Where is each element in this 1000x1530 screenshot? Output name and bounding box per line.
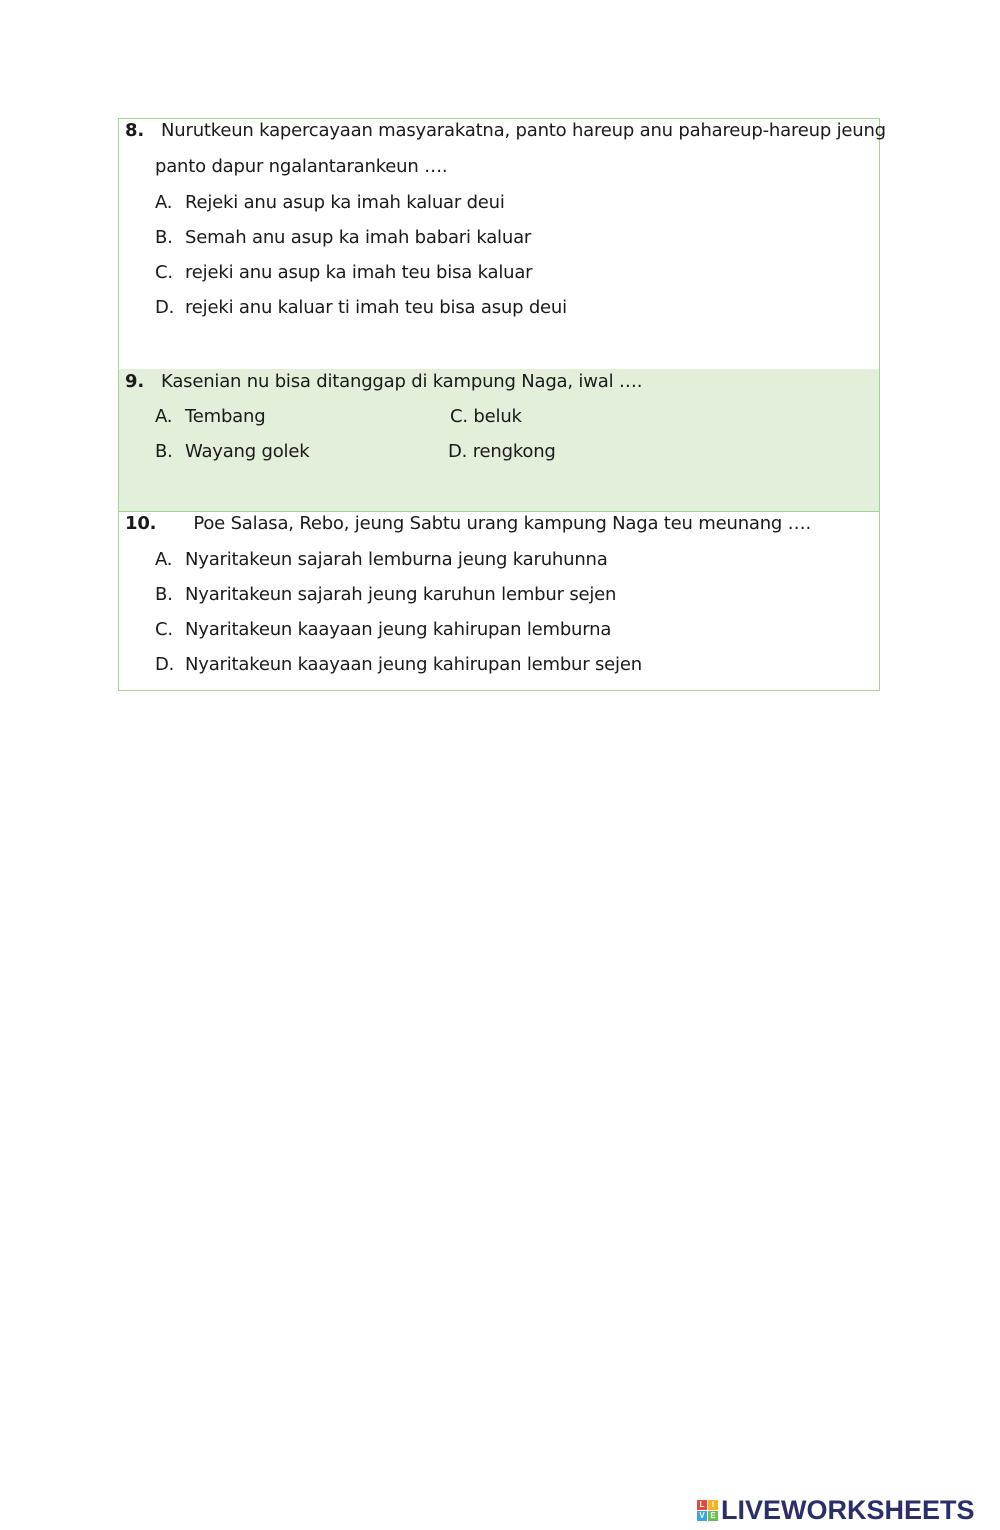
logo-mark-icon <box>697 1500 718 1521</box>
option-letter: C. <box>155 619 173 640</box>
logo-mark-tile: E <box>708 1511 718 1521</box>
option-text: Rejeki anu asup ka imah kaluar deui <box>185 192 505 213</box>
option-b[interactable] <box>155 440 309 464</box>
option-text: Nyaritakeun kaayaan jeung kahirupan lembur sejen <box>185 654 642 675</box>
question-text: Poe Salasa, Rebo, jeung Sabtu urang kampung Naga teu meunang …. <box>193 513 812 534</box>
option-letter: B. <box>155 441 173 462</box>
question-text: Kasenian nu bisa ditanggap di kampung Naga, iwal …. <box>161 371 643 392</box>
option-a[interactable] <box>155 548 608 572</box>
option-text: Nyaritakeun sajarah lemburna jeung karuhunna <box>185 549 608 570</box>
option-text: Semah anu asup ka imah babari kaluar <box>185 227 532 248</box>
option-text: Tembang <box>185 406 266 427</box>
option-text: rejeki anu kaluar ti imah teu bisa asup deui <box>185 297 567 318</box>
question-8-stem-line-2 <box>155 155 447 179</box>
logo-mark-tile: V <box>697 1511 707 1521</box>
option-letter: A. <box>155 192 173 213</box>
logo-mark-tile: L <box>697 1500 707 1510</box>
logo-text: LIVEWORKSHEETS <box>721 1494 975 1525</box>
option-letter: D. <box>155 654 175 675</box>
option-text: beluk <box>473 406 522 427</box>
option-text: Wayang golek <box>185 441 310 462</box>
question-10 <box>119 512 879 690</box>
option-letter: B. <box>155 584 173 605</box>
option-text: rengkong <box>472 441 556 462</box>
question-8 <box>119 119 886 369</box>
question-8-stem-line-1 <box>125 119 886 143</box>
option-letter: D. <box>155 297 175 318</box>
question-10-stem <box>125 512 811 536</box>
question-text: panto dapur ngalantarankeun …. <box>155 156 448 177</box>
option-c[interactable] <box>450 405 522 429</box>
question-9-stem <box>125 370 642 394</box>
option-d[interactable] <box>155 653 642 677</box>
question-number: 10. <box>125 513 157 534</box>
option-text: rejeki anu asup ka imah teu bisa kaluar <box>185 262 533 283</box>
option-letter: A. <box>155 549 173 570</box>
option-text: Nyaritakeun kaayaan jeung kahirupan lemburna <box>185 619 612 640</box>
option-b[interactable] <box>155 583 616 607</box>
option-letter: D. <box>448 441 468 462</box>
option-letter: B. <box>155 227 173 248</box>
logo-mark-tile: I <box>708 1500 718 1510</box>
option-text: Nyaritakeun sajarah jeung karuhun lembur sejen <box>185 584 617 605</box>
quiz-table <box>118 118 886 691</box>
option-letter: C. <box>450 406 468 427</box>
option-letter: A. <box>155 406 173 427</box>
option-b[interactable] <box>155 226 531 250</box>
option-d[interactable] <box>448 440 556 464</box>
option-letter: C. <box>155 262 173 283</box>
question-text: Nurutkeun kapercayaan masyarakatna, panto hareup anu pahareup-hareup jeung <box>161 120 886 141</box>
option-c[interactable] <box>155 261 532 285</box>
question-number: 8. <box>125 120 144 141</box>
option-c[interactable] <box>155 618 611 642</box>
question-9 <box>119 369 879 512</box>
option-d[interactable] <box>155 296 567 320</box>
option-a[interactable] <box>155 191 505 215</box>
question-number: 9. <box>125 371 144 392</box>
option-a[interactable] <box>155 405 265 429</box>
liveworksheets-logo <box>697 1494 975 1526</box>
